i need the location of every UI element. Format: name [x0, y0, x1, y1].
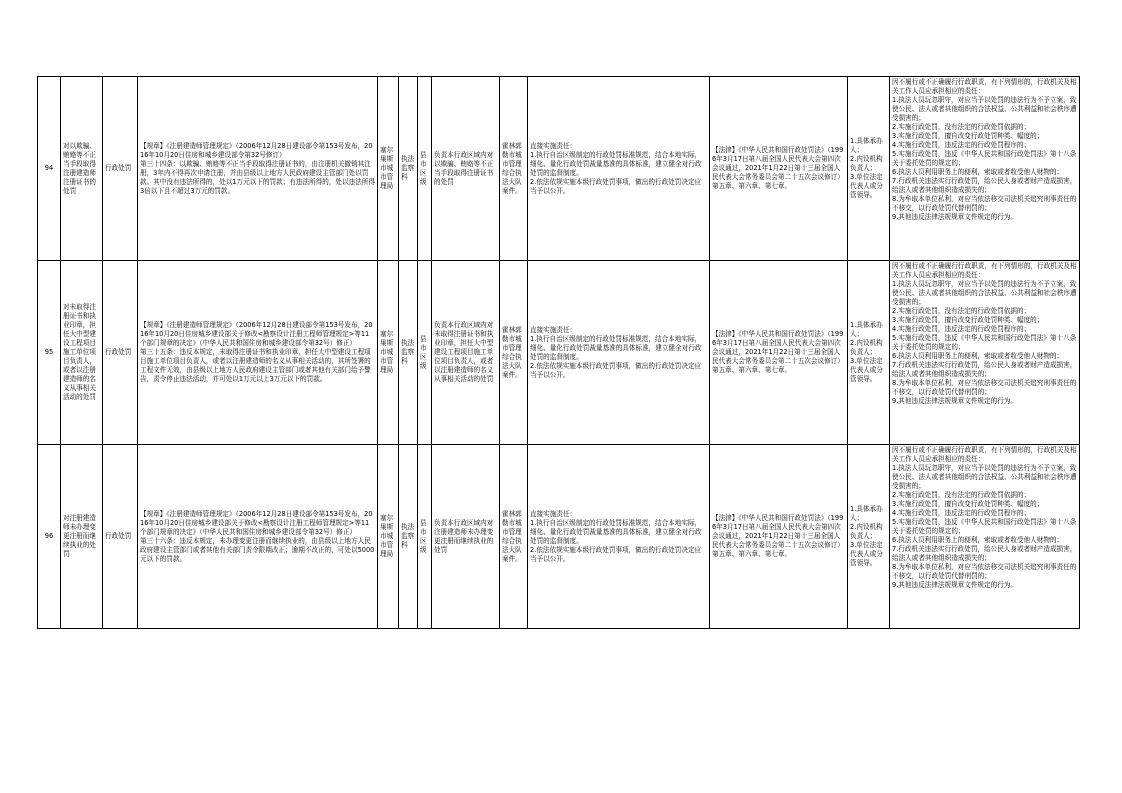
responsibility-line: 直接实施责任： [530, 141, 577, 150]
responsible-line: 2.内设机构负责人； [850, 155, 883, 172]
jurisdiction-level: 县市区级 [418, 445, 432, 629]
situation-line: 9.其他违反法律法规规章文件规定的行为。 [892, 397, 1017, 405]
legal-basis-line: 第三十五条：违反本规定，未取得注册证书和执业印章，担任大中型建设工程项目施工单位项目负责人，或者以注册建造师的名义从事相关活动的，其所签署的工程文件无效，由县级以上地方人民政府建设主管部门或者其他有关部门给予警告，责令停止违法活动，并可处以1万元以上3万元以下的罚款。 [140, 348, 371, 383]
situation-line: 3.实施行政处罚，擅自改变行政处罚种类、幅度的； [892, 132, 1044, 140]
situation-line: 2.实施行政处罚，没有法定的行政处罚依据的； [892, 123, 1031, 131]
responsible-line: 1.具体承办人； [850, 137, 883, 154]
responsibility-line: 2.依法依规实施本级行政处罚事项，做出的行政处罚决定应当予以公开。 [530, 361, 702, 379]
situation-line: 3.实施行政处罚，擅自改变行政处罚种类、幅度的； [892, 316, 1044, 324]
responsible-line: 1.具体承办人； [850, 321, 883, 338]
responsibility-line: 1.执行自治区级制定的行政处罚标准规范，结合本地实际，细化、量化行政处罚裁量基准的具体标准，建立健全对行政处罚的监督制度。 [530, 518, 702, 545]
responsible-persons [848, 261, 890, 445]
situation-line: 6.执法人员利用职务上的便利，索取或者收受他人财物的； [892, 352, 1064, 360]
situation-line: 5.实施行政处罚，违反《中华人民共和国行政处罚法》第十八条关于委托处罚的规定的； [892, 518, 1077, 535]
situation-line: 1.执法人员玩忽职守，对应当予以处罚的违法行为不予立案，致使公民、法人或者其他组织的合法权益、公共利益和社会秩序遭受损害的； [892, 96, 1077, 122]
responsible-persons [848, 445, 890, 629]
responsibility-basis: 【法律】《中华人民共和国行政处罚法》（1996年3月17日第八届全国人民代表大会第四次会议通过，2021年1月22日第十三届全国人民代表大会常务委员会第二十五次会议修订）第五章、第六章、第七章。 [710, 445, 848, 629]
responsibility-basis: 【法律】《中华人民共和国行政处罚法》（1996年3月17日第八届全国人民代表大会第四次会议通过，2021年1月22日第十三届全国人民代表大会常务委员会第二十五次会议修订）第五章、第六章、第七章。 [710, 261, 848, 445]
responsible-line: 2.内设机构负责人； [850, 339, 883, 356]
situation-line: 7.行政机关违法实行行政处罚，给公民人身或者财产造成损害，给法人或者其他组织造成损失的； [892, 177, 1077, 194]
situation-line: 因不履行或不正确履行行政职责，有下列情形的，行政机关及相关工作人员应承担相应的责任： [892, 78, 1077, 95]
legal-basis-line: 第三十六条：违反本规定，未办理变更注册而继续执业的，由县级以上地方人民政府建设主管部门或者其他有关部门责令限期改正；逾期不改正的，可处以5000元以下的罚款。 [140, 536, 375, 563]
situation-line: 4.实施行政处罚，违反法定的行政处罚程序的； [892, 325, 1031, 333]
responsibility-line: 直接实施责任： [530, 509, 577, 518]
legal-basis-line: 【规章】《注册建造师管理规定》（2006年12月28日建设部令第153号发布，2016年10月20日住房城乡建设部关于修改<勘察设计注册工程师管理规定>等11个部门规章的决定》（中华人民共和国住房和城乡建设部令第32号）修正） [140, 509, 373, 536]
responsible-line: 3.单位法定代表人或分管领导。 [850, 541, 883, 567]
responsibility-line: 1.执行自治区级制定的行政处罚标准规范，结合本地实际，细化、量化行政处罚裁量基准的具体标准，建立健全对行政处罚的监督制度。 [530, 334, 702, 361]
implementing-org: 塞尔巢斯市城市管理局 [378, 77, 399, 261]
law-enforcement-section: 执法监察科 [399, 77, 418, 261]
responsibility-line: 2.依法依规实施本级行政处罚事项，做出的行政处罚决定应当予以公开。 [530, 177, 702, 195]
jurisdiction-level: 县市区级 [418, 77, 432, 261]
situation-line: 2.实施行政处罚，没有法定的行政处罚依据的； [892, 307, 1031, 315]
responsibility-items [528, 445, 710, 629]
situation-line: 9.其他违反法律法规规章文件规定的行为。 [892, 213, 1017, 221]
row-number: 95 [38, 261, 61, 445]
situation-line: 4.实施行政处罚，违反法定的行政处罚程序的； [892, 141, 1031, 149]
implementation-subject: 负责本行政区域内对未取得注册证书和执业印章，担任大中型建设工程项目施工单位项目负责人，或者以注册建造师的名义从事相关活动的处罚 [432, 261, 500, 445]
accountability-situations [890, 77, 1080, 261]
responsible-line: 3.单位法定代表人或分管领导。 [850, 173, 883, 199]
situation-line: 因不履行或不正确履行行政职责，有下列情形的，行政机关及相关工作人员应承担相应的责任： [892, 262, 1077, 279]
situation-line: 6.执法人员利用职务上的便利，索取或者收受他人财物的； [892, 168, 1064, 176]
responsibility-items [528, 77, 710, 261]
responsibility-items [528, 261, 710, 445]
responsibility-line: 1.执行自治区级制定的行政处罚标准规范，结合本地实际，细化、量化行政处罚裁量基准的具体标准，建立健全对行政处罚的监督制度。 [530, 150, 702, 177]
situation-line: 8.为牟取本单位私利，对应当依法移交司法机关追究刑事责任的不移交，以行政处罚代替刑罚的； [892, 379, 1077, 396]
responsibility-line: 2.依法依规实施本级行政处罚事项，做出的行政处罚决定应当予以公开。 [530, 545, 702, 563]
handling-unit: 霍林郭勒市城市管理综合执法大队案件。 [500, 261, 528, 445]
situation-line: 6.执法人员利用职务上的便利，索取或者收受他人财物的； [892, 536, 1064, 544]
situation-line: 7.行政机关违法实行行政处罚，给公民人身或者财产造成损害，给法人或者其他组织造成损失的； [892, 361, 1077, 378]
law-enforcement-section: 执法监察科 [399, 261, 418, 445]
item-name: 对注册建造师未办理变更注册而继续执业的处罚 [61, 445, 103, 629]
accountability-situations [890, 261, 1080, 445]
table-row [38, 261, 1080, 445]
responsibility-basis: 【法律】《中华人民共和国行政处罚法》（1996年3月17日第八届全国人民代表大会第四次会议通过，2021年1月22日第十三届全国人民代表大会常务委员会第二十五次会议修订）第五章、第六章、第七章。 [710, 77, 848, 261]
situation-line: 8.为牟取本单位私利，对应当依法移交司法机关追究刑事责任的不移交，以行政处罚代替刑罚的； [892, 563, 1077, 580]
legal-basis-line: 【规章】《注册建造师管理规定》（2006年12月28日建设部令第153号发布，2016年10月20日住房城乡建设部关于修改<勘察设计注册工程师管理规定>等11个部门规章的决定》（中华人民共和国住房和城乡建设部令第32号）修正） [140, 321, 373, 347]
item-name: 对未取得注册证书和执业印章，担任大中型建设工程项目施工单位项目负责人，或者以注册建造师的名义从事相关活动的处罚 [61, 261, 103, 445]
implementing-org: 塞尔巢斯市城市管理局 [378, 445, 399, 629]
accountability-situations [890, 445, 1080, 629]
document-page [37, 76, 1079, 629]
implementing-org: 塞尔巢斯市城市管理局 [378, 261, 399, 445]
jurisdiction-level: 县市区级 [418, 261, 432, 445]
legal-basis-line: 第三十四条：以欺骗、贿赂等不正当手段取得注册证书的，由注册机关撤销其注册，3年内不得再次申请注册，并由县级以上地方人民政府建设主管部门处以罚款。其中没有违法所得的，处以1万元以下的罚款；有违法所得的，处以违法所得3倍以下且不超过3万元的罚款。 [140, 159, 375, 195]
situation-line: 1.执法人员玩忽职守，对应当予以处罚的违法行为不予立案，致使公民、法人或者其他组织的合法权益、公共利益和社会秩序遭受损害的； [892, 464, 1077, 490]
item-type: 行政处罚 [103, 77, 138, 261]
responsible-line: 2.内设机构负责人； [850, 523, 883, 540]
situation-line: 7.行政机关违法实行行政处罚，给公民人身或者财产造成损害，给法人或者其他组织造成损失的； [892, 545, 1077, 562]
situation-line: 因不履行或不正确履行行政职责，有下列情形的，行政机关及相关工作人员应承担相应的责任： [892, 446, 1077, 463]
implementation-subject: 负责本行政区域内对以欺骗、贿赂等不正当手段取得注册证书的处罚 [432, 77, 500, 261]
legal-basis [138, 77, 378, 261]
law-enforcement-section: 执法监察科 [399, 445, 418, 629]
row-number: 94 [38, 77, 61, 261]
legal-basis-line: 【规章】《注册建造师管理规定》（2006年12月28日建设部令第153号发布，2016年10月20日住房和城乡建设部令第32号修订） [140, 141, 373, 159]
legal-basis [138, 261, 378, 445]
implementation-subject: 负责本行政区域内对注册建造师未办理变更注册而继续执业的处罚 [432, 445, 500, 629]
situation-line: 4.实施行政处罚，违反法定的行政处罚程序的； [892, 509, 1031, 517]
responsible-line: 3.单位法定代表人或分管领导。 [850, 357, 883, 383]
legal-basis [138, 445, 378, 629]
situation-line: 1.执法人员玩忽职守，对应当予以处罚的违法行为不予立案，致使公民、法人或者其他组织的合法权益、公共利益和社会秩序遭受损害的； [892, 280, 1077, 306]
situation-line: 5.实施行政处罚，违反《中华人民共和国行政处罚法》第十八条关于委托处罚的规定的； [892, 334, 1077, 351]
situation-line: 8.为牟取本单位私利，对应当依法移交司法机关追究刑事责任的不移交，以行政处罚代替刑罚的； [892, 195, 1077, 212]
situation-line: 3.实施行政处罚，擅自改变行政处罚种类、幅度的； [892, 500, 1044, 508]
table-row [38, 445, 1080, 629]
situation-line: 2.实施行政处罚，没有法定的行政处罚依据的； [892, 491, 1031, 499]
situation-line: 5.实施行政处罚，违反《中华人民共和国行政处罚法》第十八条关于委托处罚的规定的； [892, 150, 1077, 167]
responsible-line: 1.具体承办人； [850, 505, 883, 522]
item-name: 对以欺骗、贿赂等不正当手段取得注册建造师注册证书的处罚 [61, 77, 103, 261]
table-row [38, 77, 1080, 261]
handling-unit: 霍林郭勒市城市管理综合执法大队案件。 [500, 77, 528, 261]
responsibility-line: 直接实施责任： [530, 325, 577, 334]
responsible-persons [848, 77, 890, 261]
item-type: 行政处罚 [103, 261, 138, 445]
item-type: 行政处罚 [103, 445, 138, 629]
row-number: 96 [38, 445, 61, 629]
situation-line: 9.其他违反法律法规规章文件规定的行为。 [892, 581, 1017, 589]
penalty-table [37, 76, 1080, 629]
handling-unit: 霍林郭勒市城市管理综合执法大队案件。 [500, 445, 528, 629]
